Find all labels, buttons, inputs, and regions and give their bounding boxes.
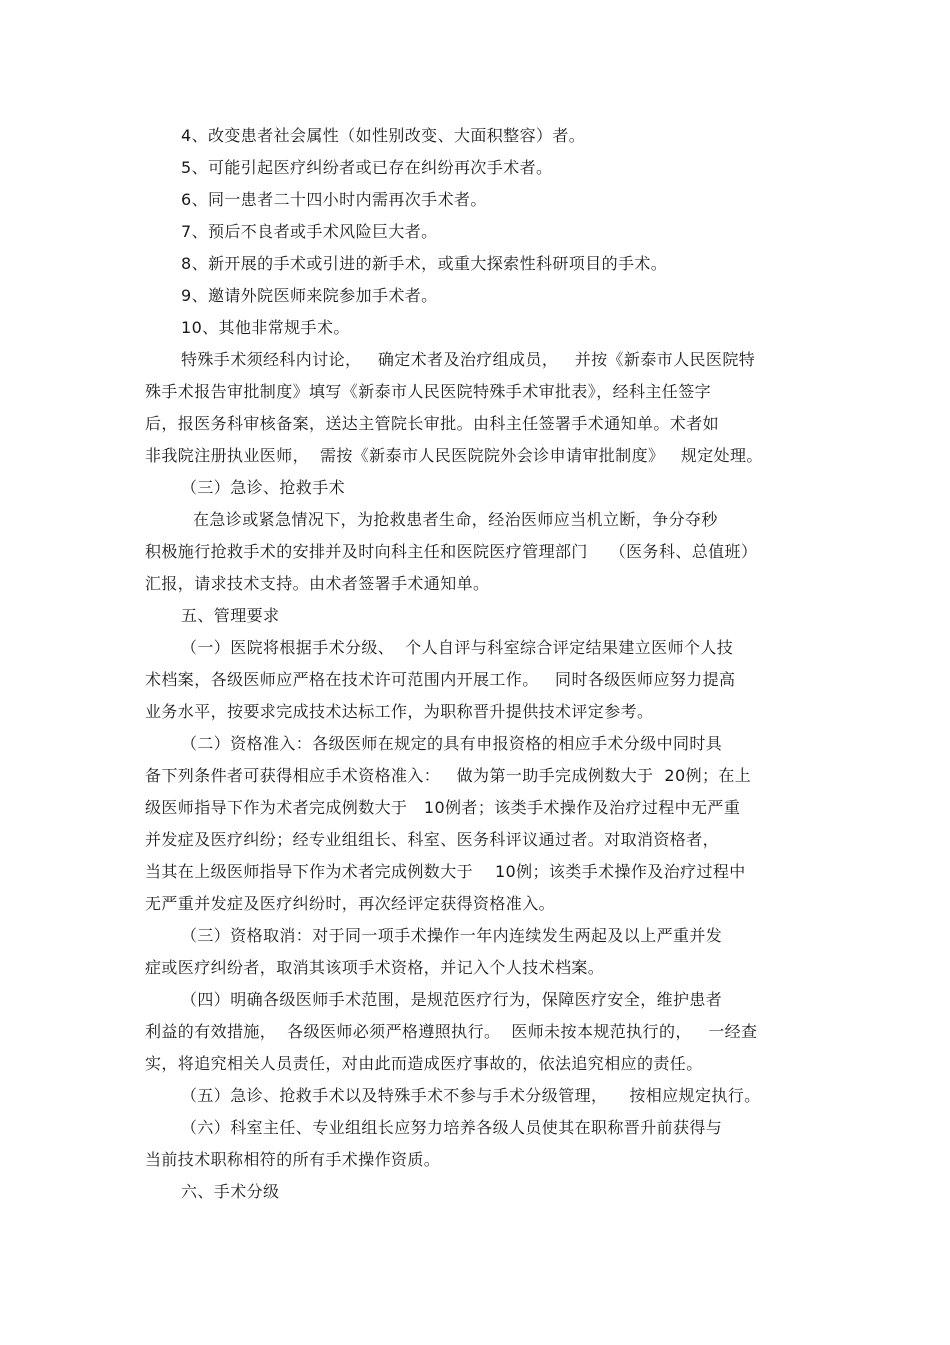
list-item: 8、新开展的手术或引进的新手术，或重大探索性科研项目的手术。 [181, 254, 668, 273]
paragraph-line: （三）资格取消：对于同一项手术操作一年内连续发生两起及以上严重并发 [181, 926, 723, 945]
list-item: 10、其他非常规手术。 [181, 318, 350, 337]
list-item: 7、预后不良者或手术风险巨大者。 [181, 222, 438, 241]
section-heading: （三）急诊、抢救手术 [181, 478, 346, 497]
section-heading: 五、管理要求 [181, 606, 280, 625]
paragraph-line: 后，报医务科审核备案，送达主管院长审批。由科主任签署手术通知单。术者如 [145, 414, 720, 433]
paragraph-line: 当其在上级医师指导下作为术者完成例数大于 10例；该类手术操作及治疗过程中 [145, 862, 746, 881]
paragraph-line: （四）明确各级医师手术范围，是规范医疗行为，保障医疗安全，维护患者 [181, 990, 723, 1009]
paragraph-line: 术档案，各级医师应严格在技术许可范围内开展工作。 同时各级医师应努力提高 [145, 670, 736, 689]
paragraph-line: （六）科室主任、专业组组长应努力培养各级人员使其在职称晋升前获得与 [181, 1118, 723, 1137]
paragraph-line: （一）医院将根据手术分级、 个人自评与科室综合评定结果建立医师个人技 [181, 638, 734, 657]
paragraph-line: 特殊手术须经科内讨论， 确定术者及治疗组成员， 并按《新泰市人民医院特 [181, 350, 756, 369]
list-item: 6、同一患者二十四小时内需再次手术者。 [181, 190, 487, 209]
paragraph-line: （二）资格准入：各级医师在规定的具有申报资格的相应手术分级中同时具 [181, 734, 723, 753]
paragraph-line: 在急诊或紧急情况下，为抢救患者生命，经治医师应当机立断，争分夺秒 [193, 510, 718, 529]
paragraph-line: 利益的有效措施， 各级医师必须严格遵照执行。 医师未按本规范执行的， 一经查 [145, 1022, 758, 1041]
paragraph-line: （五）急诊、抢救手术以及特殊手术不参与手术分级管理， 按相应规定执行。 [181, 1086, 761, 1105]
section-heading: 六、手术分级 [181, 1182, 280, 1201]
list-item: 9、邀请外院医师来院参加手术者。 [181, 286, 438, 305]
paragraph-line: 实，将追究相关人员责任，对由此而造成医疗事故的，依法追究相应的责任。 [145, 1054, 703, 1073]
paragraph-line: 级医师指导下作为术者完成例数大于 10例者；该类手术操作及治疗过程中无严重 [145, 798, 741, 817]
paragraph-line: 并发症及医疗纠纷；经专业组组长、科室、医务科评议通过者。对取消资格者， [145, 830, 720, 849]
paragraph-line: 汇报，请求技术支持。由术者签署手术通知单。 [145, 574, 490, 593]
paragraph-line: 非我院注册执业医师， 需按《新泰市人民医院院外会诊申请审批制度》 规定处理。 [145, 446, 763, 465]
paragraph-line: 殊手术报告审批制度》填写《新泰市人民医院特殊手术审批表》，经科主任签字 [145, 382, 712, 401]
paragraph-line: 积极施行抢救手术的安排并及时向科主任和医院医疗管理部门 （医务科、总值班） [145, 542, 758, 561]
paragraph-line: 备下列条件者可获得相应手术资格准入： 做为第一助手完成例数大于 20例；在上 [145, 766, 752, 785]
list-item: 4、改变患者社会属性（如性别改变、大面积整容）者。 [181, 126, 586, 145]
list-item: 5、可能引起医疗纠纷者或已存在纠纷再次手术者。 [181, 158, 553, 177]
paragraph-line: 无严重并发症及医疗纠纷时，再次经评定获得资格准入。 [145, 894, 556, 913]
paragraph-line: 症或医疗纠纷者，取消其该项手术资格，并记入个人技术档案。 [145, 958, 605, 977]
paragraph-line: 业务水平，按要求完成技术达标工作，为职称晋升提供技术评定参考。 [145, 702, 654, 721]
paragraph-line: 当前技术职称相符的所有手术操作资质。 [145, 1150, 441, 1169]
